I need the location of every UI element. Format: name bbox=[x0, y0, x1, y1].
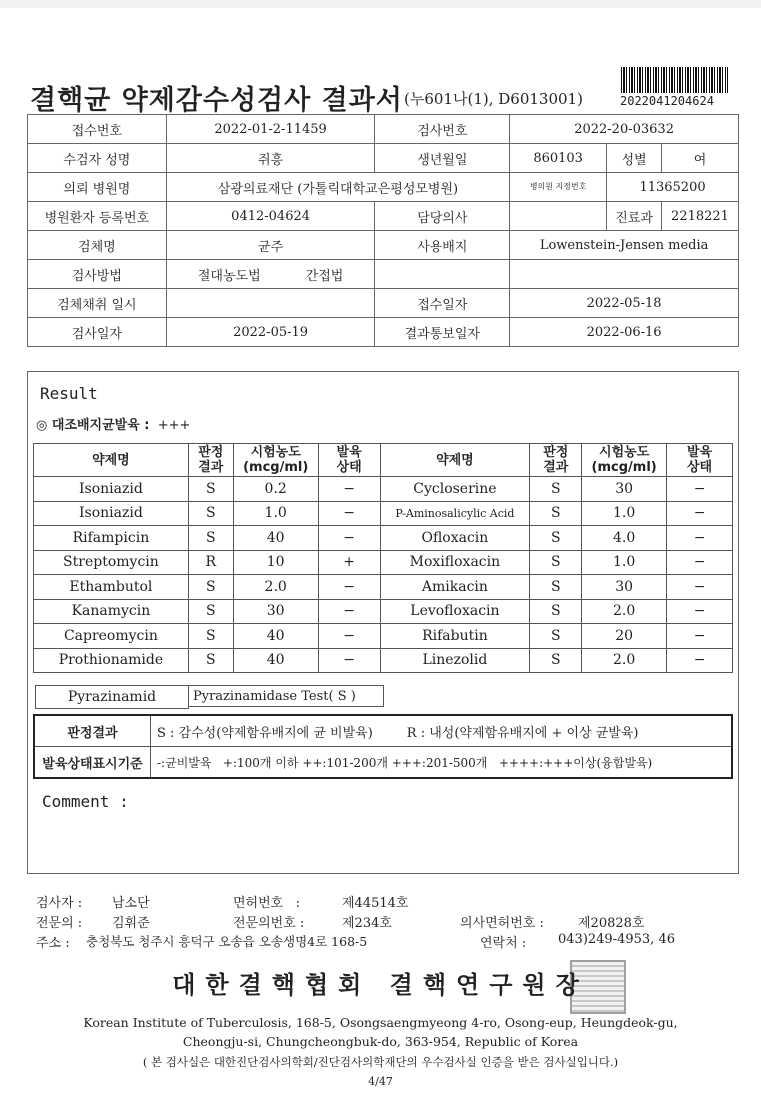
page-title: 결핵균 약제감수성검사 결과서 bbox=[30, 85, 403, 116]
drug-name: Isoniazid bbox=[34, 501, 189, 526]
control-growth bbox=[36, 414, 190, 433]
growth-std-label: 발육상태표시기준 bbox=[34, 747, 151, 779]
concentration: 2.0 bbox=[233, 575, 318, 600]
growth: − bbox=[667, 501, 733, 526]
growth: − bbox=[667, 624, 733, 649]
drug-name: P-Aminosalicylic Acid bbox=[380, 501, 530, 526]
test-no: 2022-20-03632 bbox=[510, 115, 739, 144]
method-empty bbox=[375, 260, 510, 289]
page-number: 4/47 bbox=[368, 1075, 393, 1088]
pyrazinamid-test: Pyrazinamidase Test( S ) bbox=[188, 685, 384, 707]
pyrazinamid-label: Pyrazinamid bbox=[35, 685, 189, 709]
examiner-label: 검사자 : bbox=[36, 896, 83, 911]
concentration: 1.0 bbox=[582, 550, 667, 575]
header-drug: 약제명 bbox=[34, 444, 189, 477]
judge: S bbox=[188, 624, 233, 649]
drug-name: Capreomycin bbox=[34, 624, 189, 649]
header-growth: 발육 상태 bbox=[318, 444, 380, 477]
judge: S bbox=[530, 550, 582, 575]
table-row bbox=[34, 599, 733, 624]
drug-name: Rifampicin bbox=[34, 526, 189, 551]
concentration: 30 bbox=[582, 575, 667, 600]
barcode-image bbox=[621, 67, 728, 93]
growth: − bbox=[667, 648, 733, 673]
concentration: 4.0 bbox=[582, 526, 667, 551]
barcode-number: 2022041204624 bbox=[620, 94, 714, 108]
drug-name: Levofloxacin bbox=[380, 599, 530, 624]
patient-name: 쥐흥 bbox=[166, 144, 375, 173]
label-reception-no: 접수번호 bbox=[28, 115, 167, 144]
label-tested: 검사일자 bbox=[28, 318, 167, 347]
concentration: 2.0 bbox=[582, 648, 667, 673]
specialist-label: 전문의 : bbox=[36, 916, 83, 931]
label-designation: 병의원 지정번호 bbox=[510, 173, 607, 202]
header-judge: 판정 결과 bbox=[188, 444, 233, 477]
control-growth-label: ◎ 대조배지균발육 : bbox=[36, 418, 150, 433]
concentration: 2.0 bbox=[582, 599, 667, 624]
label-test-no: 검사번호 bbox=[375, 115, 510, 144]
growth: − bbox=[667, 550, 733, 575]
drug-name: Amikacin bbox=[380, 575, 530, 600]
judge: S bbox=[530, 624, 582, 649]
doc-license-label: 의사면허번호 : bbox=[460, 916, 544, 931]
concentration: 1.0 bbox=[582, 501, 667, 526]
judge-r: R : 내성(약제함유배지에 + 이상 균발육) bbox=[406, 725, 639, 741]
label-collect: 검체채취 일시 bbox=[28, 289, 167, 318]
judge: S bbox=[530, 526, 582, 551]
growth: − bbox=[318, 599, 380, 624]
concentration: 40 bbox=[233, 526, 318, 551]
sex: 여 bbox=[662, 144, 739, 173]
judge: S bbox=[530, 648, 582, 673]
judge: S bbox=[188, 477, 233, 502]
growth: − bbox=[318, 501, 380, 526]
drug-name: Prothionamide bbox=[34, 648, 189, 673]
label-sex: 성별 bbox=[607, 144, 662, 173]
collect bbox=[166, 289, 375, 318]
dept: 2218221 bbox=[662, 202, 739, 231]
label-medium: 사용배지 bbox=[375, 231, 510, 260]
method-indirect: 간접법 bbox=[305, 268, 344, 284]
judge: S bbox=[530, 599, 582, 624]
legend-table bbox=[33, 714, 733, 779]
english-address-1: Korean Institute of Tuberculosis, 168-5, Osongsaengmyeong 4-ro, Osong-eup, Heungdeok-gu, bbox=[83, 1015, 678, 1030]
table-row bbox=[34, 575, 733, 600]
drug-name: Rifabutin bbox=[380, 624, 530, 649]
drug-name: Streptomycin bbox=[34, 550, 189, 575]
judge: S bbox=[188, 599, 233, 624]
judge: S bbox=[188, 575, 233, 600]
judge: S bbox=[530, 575, 582, 600]
institute-name: 대한결핵협회 결핵연구원장 bbox=[172, 971, 589, 999]
examiner: 남소단 bbox=[112, 896, 150, 911]
label-specimen: 검체명 bbox=[28, 231, 167, 260]
birth-date: 860103 bbox=[510, 144, 607, 173]
label-birth: 생년월일 bbox=[375, 144, 510, 173]
label-reported: 결과통보일자 bbox=[375, 318, 510, 347]
label-patient-name: 수검자 성명 bbox=[28, 144, 167, 173]
concentration: 20 bbox=[582, 624, 667, 649]
patient-info-table bbox=[27, 114, 739, 347]
concentration: 30 bbox=[233, 599, 318, 624]
table-row bbox=[34, 526, 733, 551]
judge: S bbox=[188, 526, 233, 551]
drug-name: Linezolid bbox=[380, 648, 530, 673]
reception-no: 2022-01-2-11459 bbox=[166, 115, 375, 144]
method-absolute: 절대농도법 bbox=[197, 268, 261, 284]
drug-name: Ethambutol bbox=[34, 575, 189, 600]
header-growth-2: 발육 상태 bbox=[667, 444, 733, 477]
label-doctor: 담당의사 bbox=[375, 202, 510, 231]
header-conc-2: 시험농도 (mcg/ml) bbox=[582, 444, 667, 477]
label-received: 접수일자 bbox=[375, 289, 510, 318]
judge: S bbox=[188, 648, 233, 673]
judge: S bbox=[188, 501, 233, 526]
designation-no: 11365200 bbox=[607, 173, 739, 202]
judge: S bbox=[530, 477, 582, 502]
doc-license: 제20828호 bbox=[578, 916, 645, 931]
drug-result-table bbox=[33, 443, 733, 673]
concentration: 10 bbox=[233, 550, 318, 575]
judge-result-text bbox=[151, 715, 733, 747]
method-empty-2 bbox=[510, 260, 739, 289]
spec-no-label: 전문의번호 : bbox=[233, 916, 305, 931]
certification-note: ( 본 검사실은 대한진단검사의학회/진단검사의학재단의 우수검사실 인증을 받은 검사실입니다.) bbox=[142, 1055, 619, 1069]
table-row bbox=[34, 624, 733, 649]
label-dept: 진료과 bbox=[607, 202, 662, 231]
drug-name: Cycloserine bbox=[380, 477, 530, 502]
doctor bbox=[510, 202, 607, 231]
header-drug-2: 약제명 bbox=[380, 444, 530, 477]
judge: R bbox=[188, 550, 233, 575]
table-row bbox=[34, 550, 733, 575]
drug-name: Kanamycin bbox=[34, 599, 189, 624]
spec-no: 제234호 bbox=[342, 916, 392, 931]
growth-std-text: -:균비발육 +:100개 이하 ++:101-200개 +++:201-500개 ++++:+++이상(융합발육) bbox=[151, 747, 733, 779]
judge-s: S : 감수성(약제함유배지에 균 비발육) bbox=[157, 725, 373, 741]
form-code: (누601나(1), D6013001) bbox=[404, 90, 583, 108]
concentration: 40 bbox=[233, 624, 318, 649]
top-bar bbox=[0, 0, 761, 8]
address: 충청북도 청주시 흥덕구 오송읍 오송생명4로 168-5 bbox=[86, 934, 368, 949]
drug-name: Moxifloxacin bbox=[380, 550, 530, 575]
drug-name: Ofloxacin bbox=[380, 526, 530, 551]
label-method: 검사방법 bbox=[28, 260, 167, 289]
control-growth-value: +++ bbox=[157, 418, 191, 433]
growth: + bbox=[318, 550, 380, 575]
drug-name: Isoniazid bbox=[34, 477, 189, 502]
growth: − bbox=[667, 526, 733, 551]
contact-label: 연락처 : bbox=[480, 936, 527, 951]
growth: − bbox=[667, 575, 733, 600]
growth: − bbox=[318, 575, 380, 600]
table-row bbox=[34, 501, 733, 526]
contact: 043)249-4953, 46 bbox=[558, 932, 675, 947]
label-reg-no: 병원환자 등록번호 bbox=[28, 202, 167, 231]
table-row bbox=[34, 477, 733, 502]
growth: − bbox=[318, 477, 380, 502]
specimen: 균주 bbox=[166, 231, 375, 260]
growth: − bbox=[667, 477, 733, 502]
license-no: 제44514호 bbox=[342, 896, 409, 911]
concentration: 40 bbox=[233, 648, 318, 673]
header-judge-2: 판정 결과 bbox=[530, 444, 582, 477]
comment-label: Comment : bbox=[42, 792, 129, 811]
concentration: 30 bbox=[582, 477, 667, 502]
license-label: 면허번호 : bbox=[233, 896, 301, 911]
result-label: Result bbox=[40, 384, 98, 403]
hospital-name: 삼광의료재단 (가톨릭대학교은평성모병원) bbox=[166, 173, 509, 202]
concentration: 1.0 bbox=[233, 501, 318, 526]
address-label: 주소 : bbox=[36, 936, 70, 951]
growth: − bbox=[667, 599, 733, 624]
growth: − bbox=[318, 624, 380, 649]
header-conc: 시험농도 (mcg/ml) bbox=[233, 444, 318, 477]
growth: − bbox=[318, 648, 380, 673]
medium: Lowenstein-Jensen media bbox=[510, 231, 739, 260]
judge: S bbox=[530, 501, 582, 526]
reg-no: 0412-04624 bbox=[166, 202, 375, 231]
growth: − bbox=[318, 526, 380, 551]
reported-date: 2022-06-16 bbox=[510, 318, 739, 347]
received-date: 2022-05-18 bbox=[510, 289, 739, 318]
concentration: 0.2 bbox=[233, 477, 318, 502]
judge-result-label: 판정결과 bbox=[34, 715, 151, 747]
tested-date: 2022-05-19 bbox=[166, 318, 375, 347]
label-hospital: 의뢰 병원명 bbox=[28, 173, 167, 202]
specialist: 김휘준 bbox=[112, 916, 150, 931]
table-row bbox=[34, 648, 733, 673]
method bbox=[166, 260, 375, 289]
english-address-2: Cheongju-si, Chungcheongbuk-do, 363-954, Republic of Korea bbox=[182, 1034, 579, 1049]
